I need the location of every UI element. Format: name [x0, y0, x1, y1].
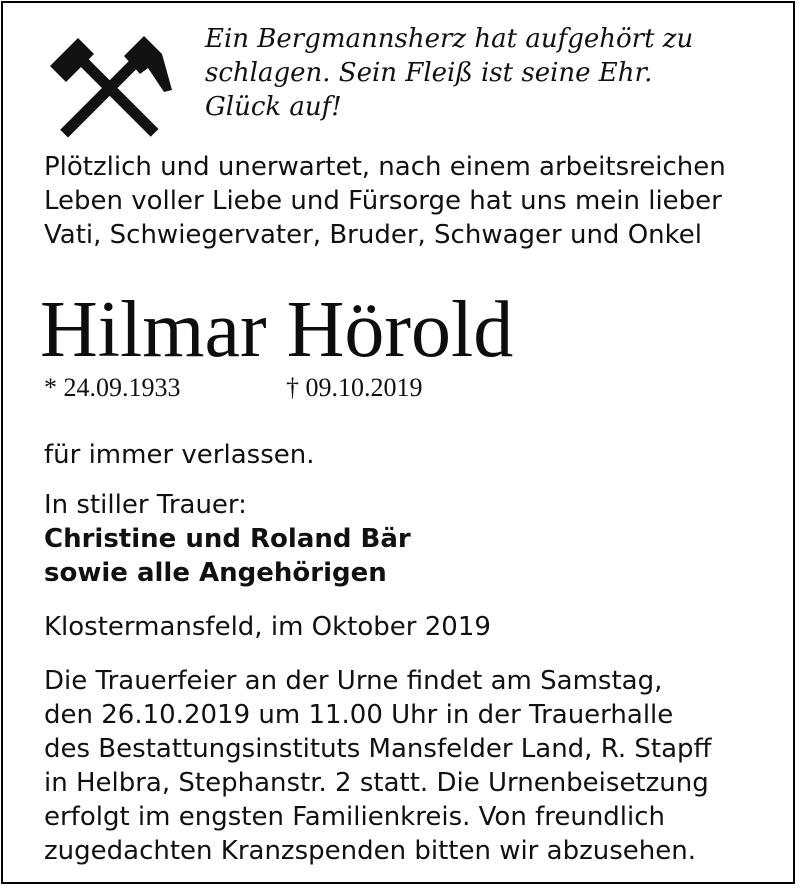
mourner-line: Christine und Roland Bär	[44, 524, 411, 554]
ceremony-line: zugedachten Kranzspenden bitten wir abzusehen.	[44, 836, 696, 866]
ceremony-paragraph	[44, 664, 784, 868]
hammer-and-pick-icon	[44, 28, 174, 148]
ceremony-line: erfolgt im engsten Familienkreis. Von freundlich	[44, 802, 666, 832]
intro-line: Plötzlich und unerwartet, nach einem arbeitsreichen	[44, 152, 726, 182]
place-date: Klostermansfeld, im Oktober 2019	[44, 612, 491, 642]
mourning-intro: In stiller Trauer:	[44, 490, 247, 520]
ceremony-line: in Helbra, Stephanstr. 2 statt. Die Urnenbeisetzung	[44, 768, 709, 798]
ceremony-line: des Bestattungsinstituts Mansfelder Land, R. Stapff	[44, 734, 712, 764]
intro-line: Leben voller Liebe und Fürsorge hat uns mein lieber	[44, 186, 722, 216]
left-text: für immer verlassen.	[44, 440, 315, 470]
motto	[205, 22, 775, 124]
mourner-line: sowie alle Angehörigen	[44, 558, 387, 588]
motto-line: Glück auf!	[205, 92, 342, 122]
birth-date: * 24.09.1933	[44, 373, 181, 402]
ceremony-line: Die Trauerfeier an der Urne findet am Samstag,	[44, 666, 663, 696]
intro-line: Vati, Schwiegervater, Bruder, Schwager und Onkel	[44, 220, 702, 250]
death-date: † 09.10.2019	[286, 373, 423, 402]
deceased-name: Hilmar Hörold	[40, 286, 514, 374]
intro-paragraph	[44, 150, 784, 252]
ceremony-line: den 26.10.2019 um 11.00 Uhr in der Trauerhalle	[44, 700, 674, 730]
motto-line: Ein Bergmannsherz hat aufgehört zu	[205, 24, 694, 54]
motto-line: schlagen. Sein Fleiß ist seine Ehr.	[205, 58, 653, 88]
